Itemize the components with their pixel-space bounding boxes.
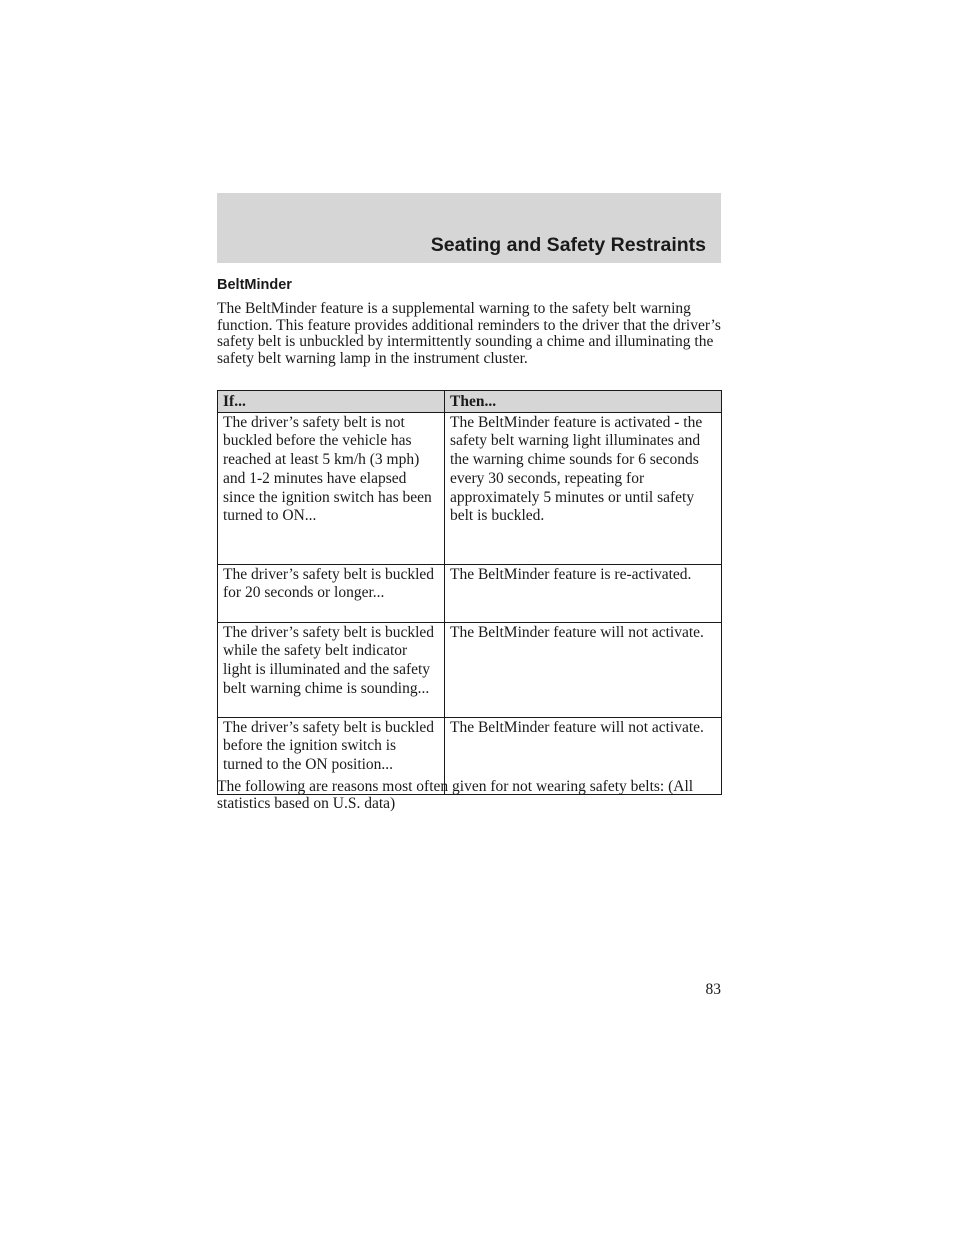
table-cell-then: The BeltMinder feature will not activate. xyxy=(445,622,722,717)
outro-paragraph: The following are reasons most often given for not wearing safety belts: (All statistics based on U.S. data) xyxy=(217,778,694,812)
table-cell-if: The driver’s safety belt is not buckled before the vehicle has reached at least 5 km/h (3 mph) and 1-2 minutes have elapsed since the ignition switch has been turned to ON... xyxy=(218,412,445,564)
table-cell-then: The BeltMinder feature is activated - the safety belt warning light illuminates and the warning chime sounds for 6 seconds every 30 seconds, repeating for approximately 5 minutes or until safety belt is buckled. xyxy=(445,412,722,564)
section-heading: BeltMinder xyxy=(217,277,292,293)
table-row xyxy=(218,412,722,564)
table-row xyxy=(218,622,722,717)
table-cell-if: The driver’s safety belt is buckled while the safety belt indicator light is illuminated and the safety belt warning chime is sounding... xyxy=(218,622,445,717)
chapter-header-band xyxy=(217,193,721,263)
table-cell-then: The BeltMinder feature will not activate. xyxy=(445,717,722,794)
beltminder-table xyxy=(217,390,722,795)
table-cell-if: The driver’s safety belt is buckled for 20 seconds or longer... xyxy=(218,564,445,622)
chapter-title: Seating and Safety Restraints xyxy=(430,234,706,256)
table-cell-then: The BeltMinder feature is re-activated. xyxy=(445,564,722,622)
table-row xyxy=(218,564,722,622)
table-header-row xyxy=(218,391,722,413)
page-number: 83 xyxy=(705,981,721,998)
table-cell-if: The driver’s safety belt is buckled before the ignition switch is turned to the ON position... xyxy=(218,717,445,794)
column-header-then: Then... xyxy=(445,391,722,413)
column-header-if: If... xyxy=(218,391,445,413)
intro-paragraph: The BeltMinder feature is a supplemental warning to the safety belt warning function. This feature provides additional reminders to the driver that the driver’s safety belt is unbuckled by intermittently sounding a chime and illuminating the safety belt warning lamp in the instrument cluster. xyxy=(217,300,721,367)
